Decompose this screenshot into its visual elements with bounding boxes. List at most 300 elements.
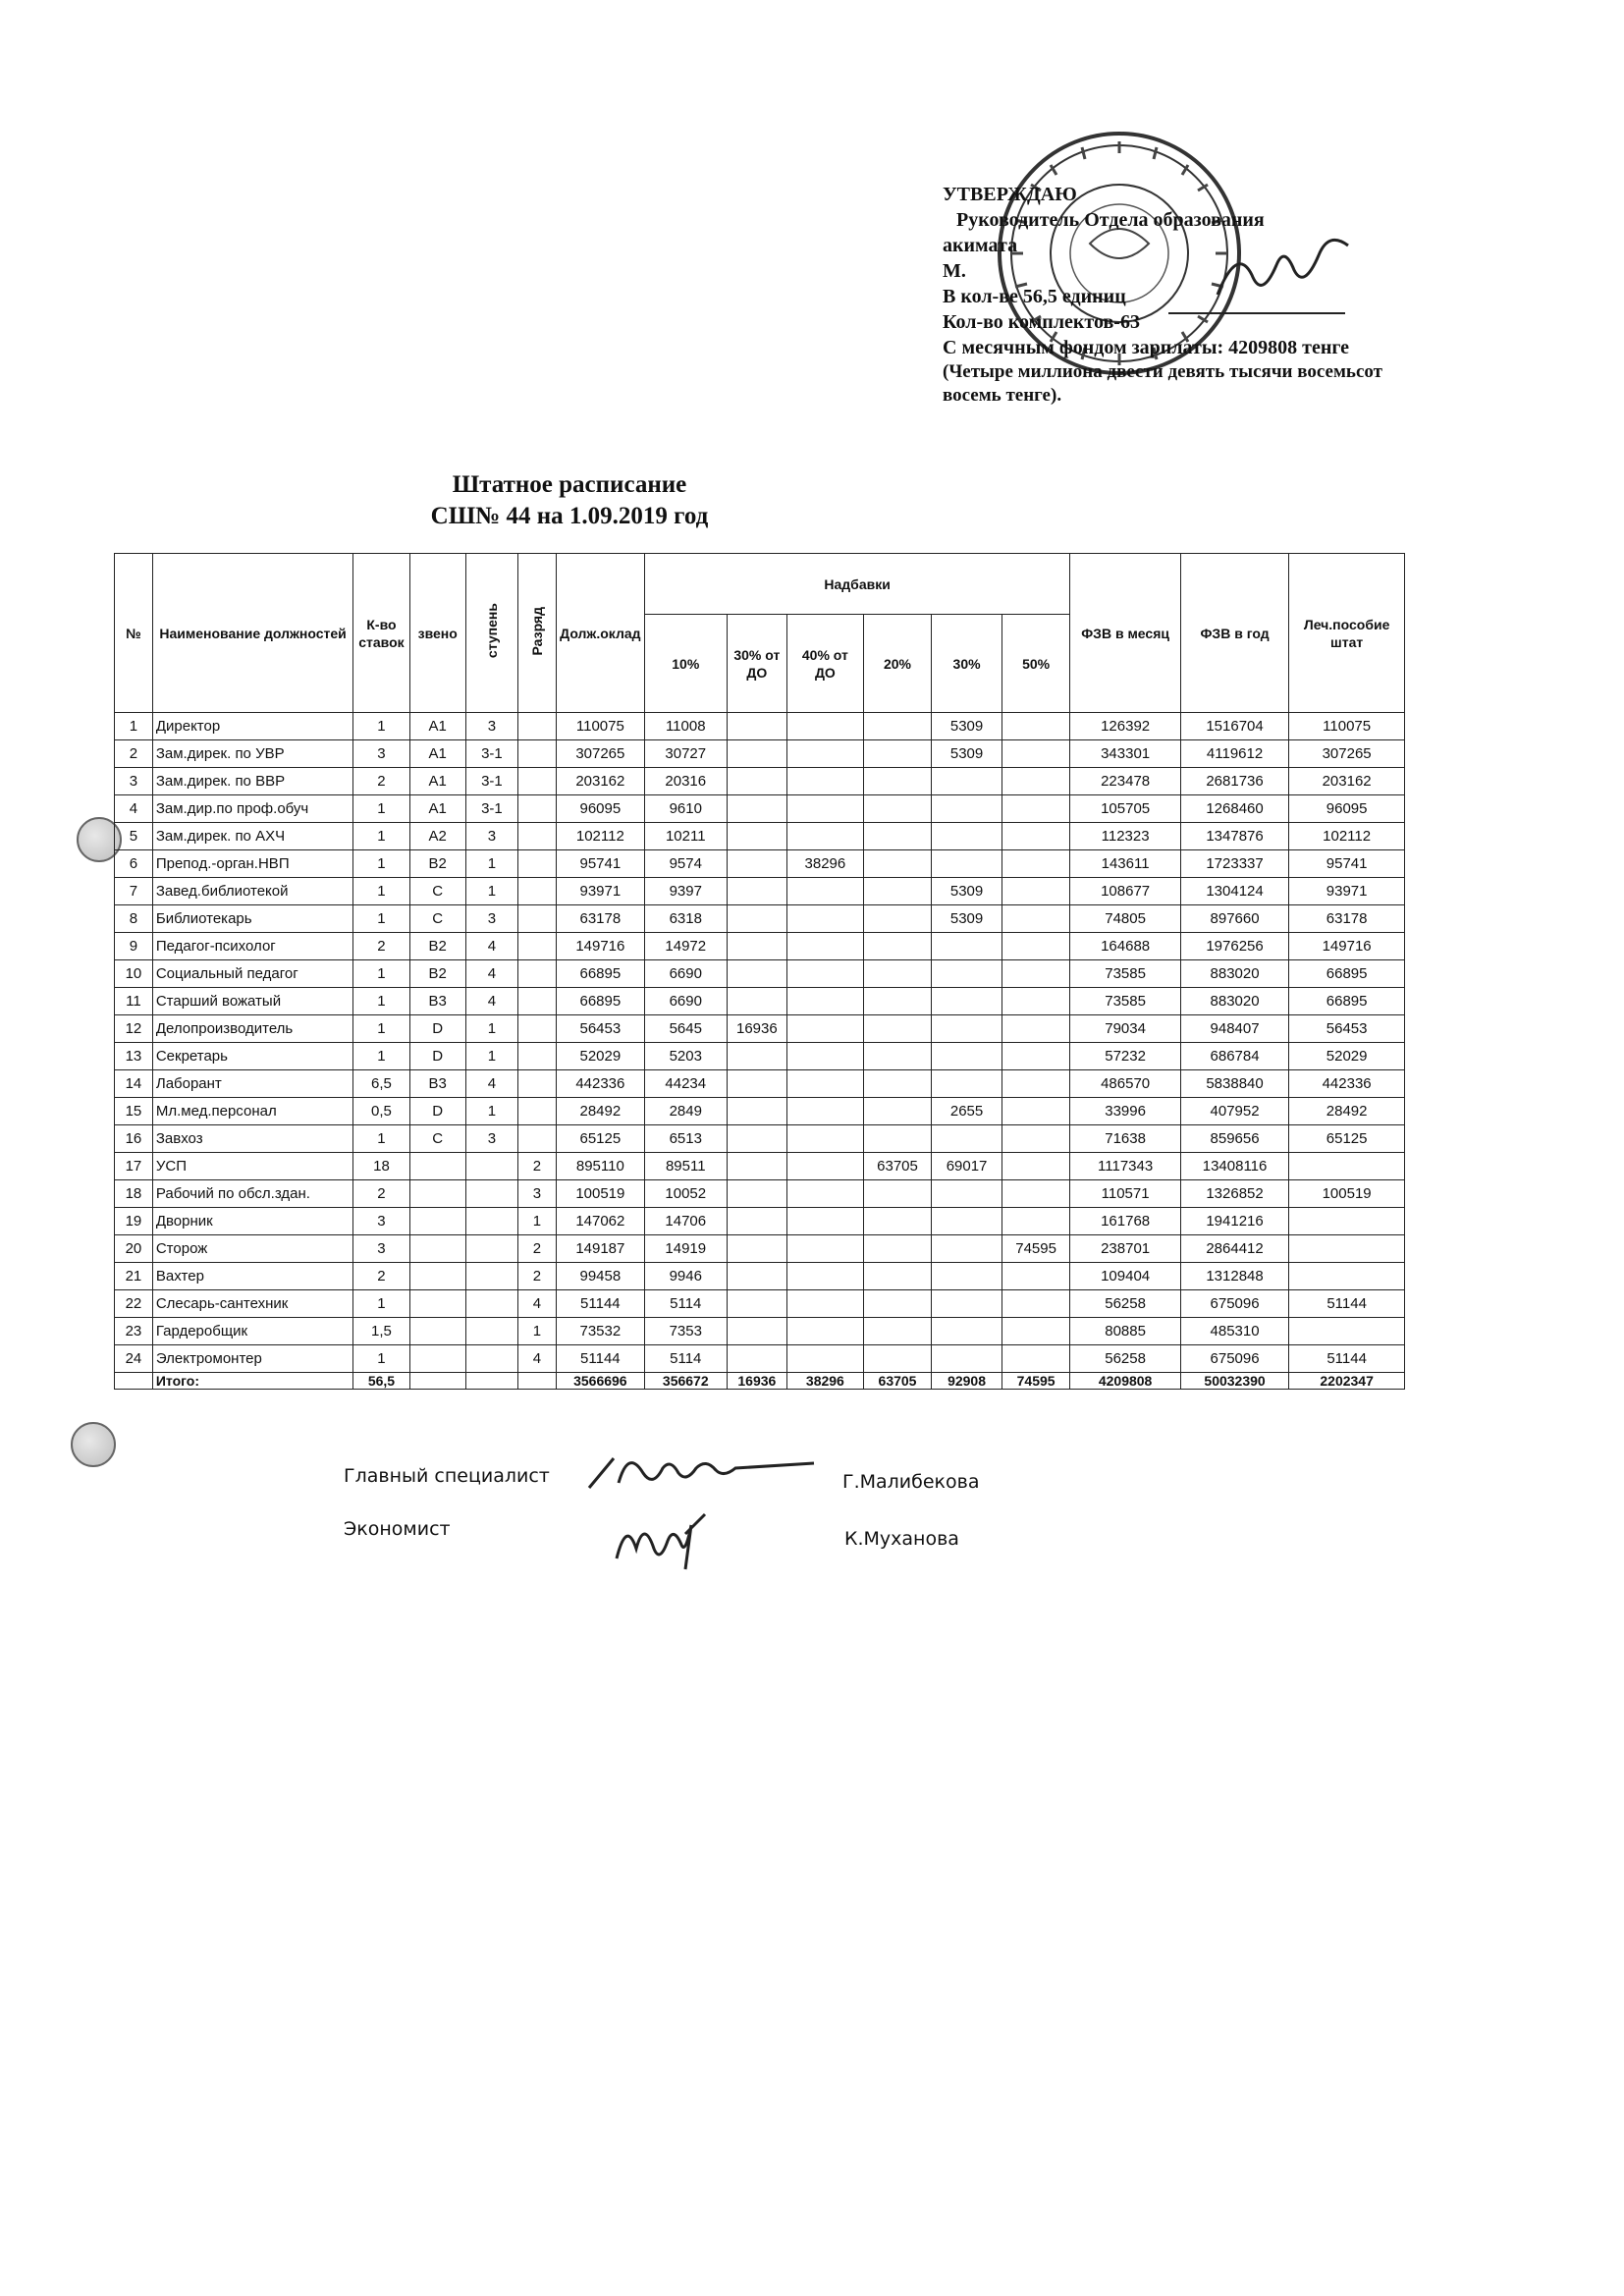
fzv-month-cell: 164688: [1070, 933, 1180, 960]
razryad-cell: [518, 905, 557, 933]
bonus-30-do-cell: [727, 1290, 786, 1318]
table-row: [115, 1015, 1405, 1043]
table-body: [115, 713, 1405, 1373]
zveno-cell: [409, 1180, 465, 1208]
bonus-30-do-cell: [727, 768, 786, 795]
header-razryad: [518, 554, 557, 713]
punch-hole-bottom: [71, 1422, 116, 1467]
razryad-cell: 2: [518, 1235, 557, 1263]
rate-count: 3: [353, 740, 409, 768]
fzv-year-cell: 1976256: [1180, 933, 1288, 960]
fzv-month-cell: 238701: [1070, 1235, 1180, 1263]
bonus-10-cell: 10211: [644, 823, 727, 850]
position-name: Лаборант: [152, 1070, 353, 1098]
fzv-year-cell: 13408116: [1180, 1153, 1288, 1180]
fzv-year-cell: 2681736: [1180, 768, 1288, 795]
fzv-year-cell: 2864412: [1180, 1235, 1288, 1263]
header-10: 10%: [644, 615, 727, 713]
total-label: Итого:: [152, 1373, 353, 1390]
fzv-year-cell: 948407: [1180, 1015, 1288, 1043]
oklad-cell: 99458: [556, 1263, 644, 1290]
stupen-cell: 3: [465, 713, 517, 740]
position-name: Дворник: [152, 1208, 353, 1235]
bonus-30-do-cell: [727, 1345, 786, 1373]
fzv-year-cell: 1312848: [1180, 1263, 1288, 1290]
position-name: Электромонтер: [152, 1345, 353, 1373]
fzv-month-cell: 73585: [1070, 988, 1180, 1015]
rate-count: 1: [353, 960, 409, 988]
lech-cell: [1289, 1153, 1405, 1180]
zveno-cell: A1: [409, 713, 465, 740]
bonus-40-do-cell: [787, 1098, 864, 1125]
bonus-50-cell: [1001, 713, 1070, 740]
document-title: [373, 469, 766, 532]
row-number: 15: [115, 1098, 153, 1125]
bonus-40-do-cell: [787, 1318, 864, 1345]
bonus-30-cell: [932, 1290, 1002, 1318]
oklad-cell: 96095: [556, 795, 644, 823]
table-row: [115, 850, 1405, 878]
fzv-year-cell: 675096: [1180, 1345, 1288, 1373]
table-row: [115, 1318, 1405, 1345]
position-name: Зам.дирек. по АХЧ: [152, 823, 353, 850]
bonus-20-cell: [863, 740, 932, 768]
zveno-cell: [409, 1235, 465, 1263]
bonus-40-do-cell: [787, 878, 864, 905]
bonus-30-do-cell: [727, 905, 786, 933]
row-number: 8: [115, 905, 153, 933]
bonus-20-cell: [863, 795, 932, 823]
bonus-30-do-cell: [727, 1180, 786, 1208]
bonus-10-cell: 20316: [644, 768, 727, 795]
rate-count: 1: [353, 1043, 409, 1070]
bonus-10-cell: 5203: [644, 1043, 727, 1070]
zveno-cell: [409, 1153, 465, 1180]
oklad-cell: 149187: [556, 1235, 644, 1263]
zveno-cell: [409, 1345, 465, 1373]
stupen-cell: 3: [465, 823, 517, 850]
stupen-cell: [465, 1180, 517, 1208]
position-name: Зам.дирек. по ВВР: [152, 768, 353, 795]
bonus-30-cell: [932, 795, 1002, 823]
header-lech: Леч.пособие штат: [1289, 554, 1405, 713]
row-number: 22: [115, 1290, 153, 1318]
rate-count: 1: [353, 878, 409, 905]
row-number: 6: [115, 850, 153, 878]
bonus-30-cell: 5309: [932, 713, 1002, 740]
rate-count: 1: [353, 850, 409, 878]
lech-cell: 66895: [1289, 960, 1405, 988]
bonus-30-cell: 2655: [932, 1098, 1002, 1125]
oklad-cell: 307265: [556, 740, 644, 768]
oklad-cell: 51144: [556, 1345, 644, 1373]
bonus-50-cell: [1001, 960, 1070, 988]
zveno-cell: B2: [409, 933, 465, 960]
fzv-year-cell: 1723337: [1180, 850, 1288, 878]
position-name: Социальный педагог: [152, 960, 353, 988]
razryad-cell: 1: [518, 1318, 557, 1345]
bonus-40-do-cell: [787, 1125, 864, 1153]
bonus-50-cell: [1001, 1125, 1070, 1153]
fzv-month-cell: 110571: [1070, 1180, 1180, 1208]
row-number: 20: [115, 1235, 153, 1263]
position-name: Вахтер: [152, 1263, 353, 1290]
fzv-year-cell: 859656: [1180, 1125, 1288, 1153]
header-40-do: 40% от ДО: [787, 615, 864, 713]
header-razryad-label: Разряд: [528, 606, 545, 656]
row-number: 4: [115, 795, 153, 823]
fzv-year-cell: 485310: [1180, 1318, 1288, 1345]
oklad-cell: 52029: [556, 1043, 644, 1070]
fzv-month-cell: 126392: [1070, 713, 1180, 740]
stupen-cell: [465, 1208, 517, 1235]
oklad-cell: 147062: [556, 1208, 644, 1235]
stupen-cell: [465, 1345, 517, 1373]
fzv-month-cell: 105705: [1070, 795, 1180, 823]
rate-count: 1: [353, 1290, 409, 1318]
bonus-30-do-cell: [727, 1318, 786, 1345]
stupen-cell: 3: [465, 1125, 517, 1153]
chief-specialist-title: Главный специалист: [344, 1465, 550, 1487]
stupen-cell: 4: [465, 933, 517, 960]
fzv-month-cell: 33996: [1070, 1098, 1180, 1125]
bonus-40-do-cell: 38296: [787, 850, 864, 878]
rate-count: 3: [353, 1235, 409, 1263]
bonus-30-cell: [932, 1345, 1002, 1373]
total-row: [115, 1373, 1405, 1390]
rate-count: 2: [353, 933, 409, 960]
chief-specialist-name: Г.Малибекова: [842, 1471, 980, 1493]
row-number: 12: [115, 1015, 153, 1043]
fzv-year-cell: 675096: [1180, 1290, 1288, 1318]
bonus-50-cell: [1001, 740, 1070, 768]
bonus-30-do-cell: [727, 1153, 786, 1180]
bonus-40-do-cell: [787, 1180, 864, 1208]
stupen-cell: 3: [465, 905, 517, 933]
razryad-cell: [518, 823, 557, 850]
position-name: Делопроизводитель: [152, 1015, 353, 1043]
bonus-20-cell: [863, 1180, 932, 1208]
position-name: Завед.библиотекой: [152, 878, 353, 905]
approval-signature: [1208, 236, 1355, 314]
chief-specialist-signature: [579, 1444, 815, 1503]
bonus-40-do-cell: [787, 740, 864, 768]
oklad-cell: 93971: [556, 878, 644, 905]
rate-count: 6,5: [353, 1070, 409, 1098]
bonus-50-cell: [1001, 1153, 1070, 1180]
bonus-10-cell: 89511: [644, 1153, 727, 1180]
oklad-cell: 66895: [556, 988, 644, 1015]
zveno-cell: A1: [409, 795, 465, 823]
bonus-20-cell: [863, 1043, 932, 1070]
razryad-cell: [518, 1043, 557, 1070]
bonus-40-do-cell: [787, 1263, 864, 1290]
lech-cell: 51144: [1289, 1345, 1405, 1373]
bonus-30-do-cell: [727, 1235, 786, 1263]
bonus-10-cell: 7353: [644, 1318, 727, 1345]
bonus-30-do-cell: 16936: [727, 1015, 786, 1043]
bonus-30-do-cell: [727, 1043, 786, 1070]
fzv-year-cell: 407952: [1180, 1098, 1288, 1125]
lech-cell: 100519: [1289, 1180, 1405, 1208]
title-line-2: СШ№ 44 на 1.09.2019 год: [430, 503, 709, 529]
fzv-year-cell: 883020: [1180, 988, 1288, 1015]
lech-cell: [1289, 1318, 1405, 1345]
rate-count: 2: [353, 1263, 409, 1290]
position-name: Мл.мед.персонал: [152, 1098, 353, 1125]
bonus-20-cell: [863, 1318, 932, 1345]
row-number: 10: [115, 960, 153, 988]
bonus-10-cell: 5114: [644, 1345, 727, 1373]
razryad-cell: [518, 768, 557, 795]
stupen-cell: 4: [465, 960, 517, 988]
row-number: 1: [115, 713, 153, 740]
row-number: 21: [115, 1263, 153, 1290]
position-name: Зам.дир.по проф.обуч: [152, 795, 353, 823]
fzv-year-cell: 1516704: [1180, 713, 1288, 740]
header-30-do: 30% от ДО: [727, 615, 786, 713]
stupen-cell: [465, 1153, 517, 1180]
rate-count: 2: [353, 1180, 409, 1208]
row-number: 11: [115, 988, 153, 1015]
bonus-20-cell: [863, 1098, 932, 1125]
table-row: [115, 1070, 1405, 1098]
lech-cell: 93971: [1289, 878, 1405, 905]
stupen-cell: 4: [465, 1070, 517, 1098]
oklad-cell: 51144: [556, 1290, 644, 1318]
header-20: 20%: [863, 615, 932, 713]
rate-count: 1: [353, 795, 409, 823]
fzv-year-cell: 1941216: [1180, 1208, 1288, 1235]
lech-cell: 203162: [1289, 768, 1405, 795]
row-number: 16: [115, 1125, 153, 1153]
approval-block: [943, 182, 1434, 408]
zveno-cell: C: [409, 905, 465, 933]
bonus-30-do-cell: [727, 988, 786, 1015]
zveno-cell: A1: [409, 768, 465, 795]
bonus-40-do-cell: [787, 1153, 864, 1180]
fzv-month-cell: 56258: [1070, 1290, 1180, 1318]
header-oklad: Долж.оклад: [556, 554, 644, 713]
bonus-30-cell: [932, 1125, 1002, 1153]
fzv-month-cell: 73585: [1070, 960, 1180, 988]
bonus-20-cell: [863, 1015, 932, 1043]
lech-cell: 28492: [1289, 1098, 1405, 1125]
total-fzv-month: 4209808: [1070, 1373, 1180, 1390]
bonus-20-cell: [863, 1290, 932, 1318]
header-50: 50%: [1001, 615, 1070, 713]
zveno-cell: A2: [409, 823, 465, 850]
fzv-month-cell: 57232: [1070, 1043, 1180, 1070]
bonus-50-cell: [1001, 1263, 1070, 1290]
razryad-cell: [518, 1098, 557, 1125]
bonus-20-cell: [863, 1345, 932, 1373]
approval-organization: акимата: [943, 235, 1018, 256]
razryad-cell: [518, 795, 557, 823]
bonus-10-cell: 14706: [644, 1208, 727, 1235]
row-number: 2: [115, 740, 153, 768]
oklad-cell: 203162: [556, 768, 644, 795]
row-number: 5: [115, 823, 153, 850]
razryad-cell: [518, 740, 557, 768]
bonus-30-do-cell: [727, 795, 786, 823]
row-number: 19: [115, 1208, 153, 1235]
bonus-30-do-cell: [727, 960, 786, 988]
razryad-cell: [518, 960, 557, 988]
fzv-month-cell: 109404: [1070, 1263, 1180, 1290]
razryad-cell: [518, 988, 557, 1015]
stupen-cell: [465, 1290, 517, 1318]
oklad-cell: 66895: [556, 960, 644, 988]
bonus-20-cell: [863, 878, 932, 905]
bonus-40-do-cell: [787, 768, 864, 795]
rate-count: 18: [353, 1153, 409, 1180]
zveno-cell: D: [409, 1098, 465, 1125]
position-name: Старший вожатый: [152, 988, 353, 1015]
fzv-year-cell: 1268460: [1180, 795, 1288, 823]
table-row: [115, 1043, 1405, 1070]
table-row: [115, 1153, 1405, 1180]
rate-count: 1: [353, 1015, 409, 1043]
lech-cell: 307265: [1289, 740, 1405, 768]
total-40-do: 38296: [787, 1373, 864, 1390]
bonus-40-do-cell: [787, 960, 864, 988]
approval-sets: Кол-во комплектов-63: [943, 311, 1140, 333]
bonus-50-cell: [1001, 988, 1070, 1015]
fzv-month-cell: 108677: [1070, 878, 1180, 905]
lech-cell: 56453: [1289, 1015, 1405, 1043]
bonus-30-cell: [932, 1208, 1002, 1235]
bonus-30-cell: [932, 1235, 1002, 1263]
fzv-month-cell: 80885: [1070, 1318, 1180, 1345]
razryad-cell: [518, 713, 557, 740]
position-name: Зам.дирек. по УВР: [152, 740, 353, 768]
bonus-50-cell: [1001, 1180, 1070, 1208]
rate-count: 1,5: [353, 1318, 409, 1345]
row-number: 18: [115, 1180, 153, 1208]
position-name: Рабочий по обсл.здан.: [152, 1180, 353, 1208]
bonus-50-cell: [1001, 933, 1070, 960]
header-nadbavki: Надбавки: [644, 554, 1070, 615]
bonus-20-cell: [863, 1263, 932, 1290]
stupen-cell: 1: [465, 1098, 517, 1125]
bonus-30-cell: [932, 1180, 1002, 1208]
bonus-30-do-cell: [727, 850, 786, 878]
fzv-year-cell: 1326852: [1180, 1180, 1288, 1208]
total-30: 92908: [932, 1373, 1002, 1390]
approval-signatory: М.: [943, 260, 966, 282]
oklad-cell: 149716: [556, 933, 644, 960]
stupen-cell: 4: [465, 988, 517, 1015]
bonus-50-cell: [1001, 1098, 1070, 1125]
bonus-30-cell: [932, 1318, 1002, 1345]
bonus-20-cell: [863, 850, 932, 878]
bonus-30-cell: 5309: [932, 905, 1002, 933]
row-number: 23: [115, 1318, 153, 1345]
bonus-10-cell: 9574: [644, 850, 727, 878]
bonus-40-do-cell: [787, 795, 864, 823]
fzv-month-cell: 223478: [1070, 768, 1180, 795]
stupen-cell: [465, 1235, 517, 1263]
bonus-30-cell: [932, 1070, 1002, 1098]
bonus-30-cell: [932, 960, 1002, 988]
total-10: 356672: [644, 1373, 727, 1390]
stupen-cell: [465, 1263, 517, 1290]
oklad-cell: 63178: [556, 905, 644, 933]
zveno-cell: A1: [409, 740, 465, 768]
position-name: Педагог-психолог: [152, 933, 353, 960]
fzv-year-cell: 897660: [1180, 905, 1288, 933]
bonus-40-do-cell: [787, 1043, 864, 1070]
row-number: 24: [115, 1345, 153, 1373]
zveno-cell: D: [409, 1043, 465, 1070]
lech-cell: 51144: [1289, 1290, 1405, 1318]
lech-cell: 52029: [1289, 1043, 1405, 1070]
row-number: 9: [115, 933, 153, 960]
bonus-20-cell: 63705: [863, 1153, 932, 1180]
zveno-cell: B3: [409, 1070, 465, 1098]
zveno-cell: [409, 1290, 465, 1318]
oklad-cell: 73532: [556, 1318, 644, 1345]
bonus-50-cell: [1001, 1208, 1070, 1235]
rate-count: 2: [353, 768, 409, 795]
bonus-30-cell: [932, 768, 1002, 795]
header-stupen: [465, 554, 517, 713]
table-row: [115, 1345, 1405, 1373]
rate-count: 1: [353, 905, 409, 933]
bonus-20-cell: [863, 1125, 932, 1153]
stupen-cell: 1: [465, 878, 517, 905]
approval-position: Руководитель Отдела образования: [956, 209, 1265, 231]
stupen-cell: 1: [465, 1043, 517, 1070]
header-stupen-label: ступень: [483, 603, 500, 659]
rate-count: 0,5: [353, 1098, 409, 1125]
total-lech: 2202347: [1289, 1373, 1405, 1390]
bonus-20-cell: [863, 960, 932, 988]
stupen-cell: 3-1: [465, 768, 517, 795]
bonus-20-cell: [863, 933, 932, 960]
bonus-10-cell: 5645: [644, 1015, 727, 1043]
bonus-40-do-cell: [787, 1235, 864, 1263]
title-line-1: Штатное расписание: [452, 471, 687, 498]
fzv-month-cell: 71638: [1070, 1125, 1180, 1153]
total-fzv-year: 50032390: [1180, 1373, 1288, 1390]
table-row: [115, 1125, 1405, 1153]
bonus-10-cell: 14972: [644, 933, 727, 960]
total-qty: 56,5: [353, 1373, 409, 1390]
header-zveno: звено: [409, 554, 465, 713]
table-row: [115, 1290, 1405, 1318]
rate-count: 1: [353, 1125, 409, 1153]
bonus-10-cell: 11008: [644, 713, 727, 740]
header-fzv-year: ФЗВ в год: [1180, 554, 1288, 713]
bonus-30-cell: [932, 1043, 1002, 1070]
fzv-year-cell: 5838840: [1180, 1070, 1288, 1098]
bonus-30-do-cell: [727, 1098, 786, 1125]
lech-cell: [1289, 1235, 1405, 1263]
oklad-cell: 442336: [556, 1070, 644, 1098]
razryad-cell: [518, 933, 557, 960]
position-name: УСП: [152, 1153, 353, 1180]
approval-payroll-words: (Четыре миллиона двести девять тысячи восемьсот восемь тенге).: [943, 361, 1382, 406]
bonus-10-cell: 30727: [644, 740, 727, 768]
razryad-cell: 4: [518, 1345, 557, 1373]
zveno-cell: B3: [409, 988, 465, 1015]
bonus-30-do-cell: [727, 1263, 786, 1290]
razryad-cell: 2: [518, 1153, 557, 1180]
rate-count: 1: [353, 988, 409, 1015]
lech-cell: 95741: [1289, 850, 1405, 878]
